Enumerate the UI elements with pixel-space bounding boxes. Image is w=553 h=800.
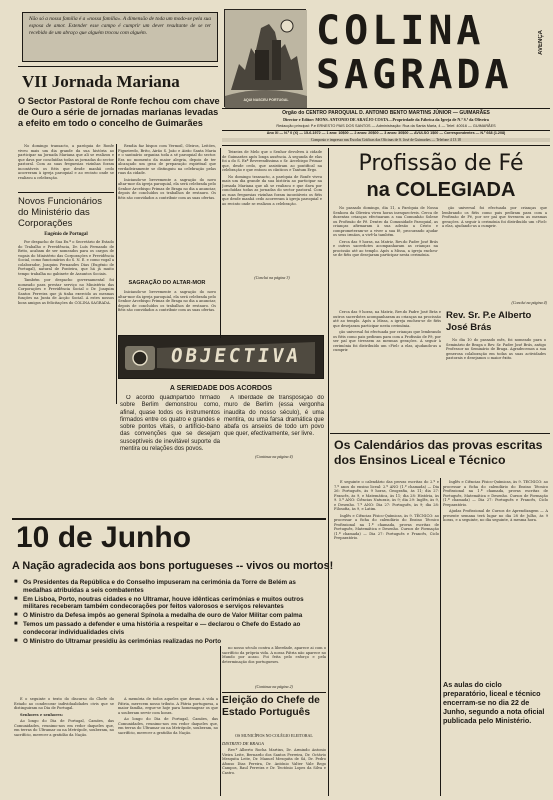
column-divider-5 (328, 478, 329, 796)
profissao-body-cont2: ção universal foi efectuada por crianças que lembrando os fiéis como pais pediram para com a Profissão de Fé, por ser paí que tivessem as mesmas gerações. A seguir à cerimónia foi distribuído um «Fiel» a elas, ajudando-as a cumprir. (333, 330, 441, 352)
jornada-title: VII Jornada Mariana (22, 72, 180, 91)
teixeira-col (222, 150, 322, 274)
junho-title: 10 de Junho (16, 521, 192, 554)
teixeira-body: Teixeira de Melo que o Senhor devolveu à cidade de Guimarães após longa ausência. A segunda de elas foi a do S. Exª Reverendíssima o Sr. Arcebispo Primaz que, desde cedo, que assistiram ao pontifical na celebração e que entoou os cânticos e Tantum Ergo. (222, 150, 322, 172)
masthead-avenca: AVENÇA (538, 30, 544, 55)
column-divider-2 (220, 148, 221, 338)
calendarios-col2 (443, 480, 548, 675)
intro-box (22, 12, 218, 62)
junho-body2: A memória de todos aqueles que deram à vida a Pátria, merecem nosso tributo. A Pátria portuguesa, a maior família, ergue-se hoje para homenagear os que a souberam servir com honra. (118, 697, 218, 715)
column-divider-4 (440, 478, 441, 796)
junho-body3: Ao longo do Dia de Portugal, Camões, das Comunidades, reunimo-nos em redor daqueles que, em terras do Ultramar ou na Metrópole, souberam, no sacrifício, merecer a gratidão da Nação. (14, 719, 114, 737)
objectiva-col2 (224, 395, 324, 453)
masthead-organ: Orgão do CENTRO PAROQUIAL D. ANTONIO BENTO MARTINS JÚNIOR — GUIMARÃES (282, 110, 490, 116)
calendarios-body-b: Inglês e Ciências Físico-Químicas, às 9. TÉCNICO: ao processar a ficha do calendário do Ensino Técnico Profissional na 1.ª chamada, provas escritas de Português, Matemática e Desenho. Cursos de Formação (1.ª chamada) — Dia 27: Português e Francês, Ciclo Preparatório. (334, 513, 439, 540)
eleicao-col (222, 748, 326, 798)
jornada-col1 (18, 144, 114, 190)
objectiva-banner (118, 335, 324, 379)
sagracao-lead: Iniciando-se brevemente a sagração do novo altar-mor da igreja paroquial, ela será celebrada pelo Senhor Arcebispo Primaz de Braga no dia a anunciar, depois de concluídos os trabalhos de restauro. Os fiéis são convidados a contribuir com as suas ofertas. (118, 177, 216, 200)
masthead-issue: Ano XI — N.º 0 (X) — 15-6-1972 — 1 ano: 10$00 — 2 anos: 20$00 — 3 anos: 30$00 — AVULSO 1$00 — Correspondentes — N.º 668 (1.208) (266, 131, 506, 135)
junho-body-label: Senhores e senhores: (20, 712, 63, 717)
calendarios-rule (330, 433, 550, 434)
teixeira-note: (Conclui na página 3) (254, 275, 290, 280)
junho-col2 (118, 697, 218, 797)
objectiva-body: O acordo quadripartido firmado sobre Berlim demonstrou como, afinal, quase todos os instrumentos firmados entre os quatro e grandes e sobre pontos vitais, o artifício-bano das convenções que se desejam susceptíveis de inevitável suporte da mentira ou relações dos povos. (120, 395, 220, 453)
junho-bullet: ■ Os Presidentes da República e do Conselho impuseram na cerimónia da Torre de Belém as medalhas atribuídas a seis combatentes (14, 579, 326, 595)
profissao-col3 (333, 310, 441, 430)
eleicao-subhead: OS MUNICÍPIOS NO COLÉGIO ELEITORAL (235, 733, 313, 738)
jornada-body: No domingo transacto, a paróquia de Ronfe viveu mais um dia grande da sua história ao participar na Jornada Mariana que ali se realizou e que dava por concluídas todas as jornadas do sector pastoral. Com as suas freguesias vizinhas foram incontáveis os fiéis que desde manhã cedo acorreram à igreja paroquial e ao recinto onde se realizou a celebração. (18, 144, 114, 180)
masthead-title-line2: SAGRADA (316, 52, 513, 98)
calendarios-body3: Ajudas Profissional de Cursos de Aprendizagem — A presente semana terá lugar no dia 28 de Julho, às 9 horas, e a seguinte, no dia seguinte, à mesma hora. (443, 509, 548, 522)
column-divider-3 (220, 646, 221, 796)
novos-col (18, 240, 114, 412)
junho-note-right: no nosso século contra a liberdade, aparece ai com o sacrifício da própria vida. A nossa Pátria não aparece no Mundo por acaso. Foi feita pelo esforço e pela determinação dos portugueses. (222, 646, 326, 664)
jornada-col2 (118, 144, 216, 274)
eleicao-district: DISTRITO DE BRAGA (222, 741, 264, 746)
eleicao-rule (222, 692, 326, 693)
calendarios-body: É seguinte o calendário das provas escritas do 2.º e 7.º anos do ensino liceal: 2.º ANO (1.º chamada) — Dia 26: Português, às 9 horas, Geografia, às 11; dia 27: Francês, às 9, e Matemática, às 11; dia 28: História, às 9. 5.º ANO: Ciências Naturais, às 9; dia 29: Inglês, às 9, e Desenho. 7.º ANO: Dia 27: Português, às 9; dia 28: Filosofia, às 9, e Latim. (334, 480, 439, 511)
junho-body: E o seguinte o texto do discurso do Chefe do Estado ao condecorar individualidades civis que se distinguiram no Dia de Portugal. (14, 697, 114, 710)
profissao-col2 (442, 206, 547, 306)
castle-icon (225, 10, 307, 108)
junho-body2b: Ao longo do Dia de Portugal, Camões, das Comunidades, reunimo-nos em redor daqueles que, em terras do Ultramar ou na Metrópole, souberam, no sacrifício, merecer a gratidão da Nação. (118, 717, 218, 735)
profissao-body3: ção universal foi efectuada por crianças que lembrando os fiéis como pais pediram para com a Profissão de Fé, por ser paí que tivessem as mesmas gerações. A seguir à cerimónia foi distribuído um «Fiel» a elas, ajudando-as a cumprir. (442, 206, 547, 228)
profissao-body-cont: Cerca das 9 horas, na Matriz, Rev.do Padre José Brás e outros sacerdotes acompanharam as crianças na procissão até ao templo. Após a Missa, a igreja encheu-se de fiéis que desejaram participar nesta cerimónia. (333, 310, 441, 328)
sagracao-body: Iniciando-se brevemente a sagração do novo altar-mor da igreja paroquial, ela será celebrada pelo Senhor Arcebispo Primaz de Braga no dia a anunciar, depois de concluídos os trabalhos de restauro. Os fiéis são convidados a contribuir com as suas ofertas. (118, 290, 216, 312)
junho-bullet: ■ Em Lisboa, Porto, noutras cidades e no Ultramar, houve idênticas cerimónias e muitos outros militares receberam também condecorações por feitos valorosos e serviços relevantes (14, 596, 326, 612)
column-divider-1 (116, 144, 117, 404)
junho-bullets (14, 579, 326, 646)
masthead-printer: Composto e impresso nas Escolas Gráficas das Oficinas de S. José de Guimarães — Telefone 4 13 18 (222, 138, 550, 142)
junho-subhead: A Nação agradecida aos bons portugueses -- vivos ou mortos! (12, 560, 334, 572)
profissao-note: (Conclui na página 4) (511, 300, 547, 305)
masthead-rule (222, 108, 550, 109)
teixeira-body-2: No domingo transacto, a paróquia de Ronfe viveu mais um dia grande da sua história ao participar na Jornada Mariana que ali se realizou e que dava por concluídas todas as jornadas do sector pastoral. Com as suas freguesias vizinhas foram incontáveis os fiéis que desde manhã cedo acorreram à igreja paroquial e ao recinto onde se realizou a celebração. (222, 174, 322, 206)
junho-bullet: ■ Temos um passado a defender e uma história a respeitar e — declarou o Chefe do Estado ao condecorar individualidades civis (14, 621, 326, 637)
objectiva-note: (Continua na página 4) (255, 454, 293, 459)
junho-bullet: ■ O Ministro do Ultramar presidiu às cerimónias realizadas no Porto (14, 638, 326, 646)
intro-text: Não só a nossa família é a «nossa família». A dimensão de toda um modo-se pela sua esposa de amor. Estender esse campo é cumprir um dever resultante de se ter recebido de um abraço que alguém trocou com alguém. (29, 16, 211, 36)
calendarios-aulas: As aulas do ciclo preparatório, liceal e técnico encerram-se no dia 22 de Junho, segundo a nota oficial publicada pelo Ministério. (443, 680, 545, 725)
jornada-body2: Rendia faz bispos com Vermoil, Oleiros, Leitões, Figueiredo, Brito, Airão S. João e Airão Santa Maria e o santuário organiza toda a sé paroquial do sector. Era no momento da maior alegria, depois de ter alcançado um grau de preparação espiritual que verdadeiramente se distinguiu na celebração pelas ruas da cidade. (118, 144, 216, 175)
novos-byline: Eugénio de Portugal (44, 232, 88, 237)
junho-rule (12, 518, 326, 520)
jornada-top-rule (18, 66, 218, 67)
objectiva-body2: A liberdade de transposição do muro de Berlim (essa vergonha inaudita do nosso século), é uma mentira, ou uma farsa dramática que abafa os anseios de todo um povo que quer, efectivamente, ser livre. (224, 395, 324, 438)
junho-bullet: ■ O Ministro da Defesa impôs ao general Spínola a medalha de ouro de Valor Militar com palma (14, 612, 326, 620)
eleicao-title: Eleição do Chefe de Estado Português (222, 695, 320, 719)
sagracao-title: SAGRAÇÃO DO ALTAR-MOR (128, 280, 206, 286)
masthead-director: Director e Editor: MONS. ANTONIO DE ARAÚJO COSTA—Propriedade da Fábrica da Igreja de N.ª S.ª da Oliveira (283, 117, 489, 122)
novos-body: Por despacho de Sua Ex.ª o Secretário de Estado do Trabalho e Previdência, Dr. Luís Fernando de Brito, acabam de ser nomeados para os cargos de vogais do Ministério das Corporações e Previdência Social, como funcionários do S. N. E. e como vogal a colaborador, Joaquim Fernandes Dias (Eugénio de Portugal), natural de Ponteira, que há já muito tempo trabalha no gabinete de Assuntos Sociais. (18, 240, 114, 276)
profissao-body2: Cerca das 9 horas, na Matriz, Rev.do Padre José Brás e outros sacerdotes acompanharam as crianças na procissão até ao templo. Após a Missa, a igreja encheu-se de fiéis que desejaram participar nesta cerimónia. (333, 239, 438, 257)
profissao-title2: na COLEGIADA (366, 179, 516, 201)
masthead-rule-3 (222, 145, 550, 146)
alberto-body: No dia 10 do passado mês, foi nomeado para o Seminário de Braga o Rev. Sr. Padre José Brás, antigo Professor no Seminário de Braga. Agradecemos a sua generosa colaboração em todas as suas actividades pastorais e desejamos o maior êxito. (446, 338, 546, 360)
masthead-title-line1: COLINA (316, 8, 485, 54)
objectiva-col1 (120, 395, 220, 460)
objectiva-subtitle: A SERIEDADE DOS ACORDOS (169, 385, 273, 392)
masthead-emblem (224, 9, 306, 107)
eleicao-body: Rev.º Alberto Rocha Martins, Dr. Armindo Antonio Vieira Leite, Bernardo dos Santos Ferreira, Dr. Octávio Mesquita Leite, Dr. Manuel Mesquita de Sá, Dr. Pedro Afonso Dias Pereira, Dr. António Valter Vale Rego Campos, Raul Ferreira e Dr. Teotónio Lopes da Silva e Castro. (222, 748, 326, 775)
calendarios-title: Os Calendários das provas escritas dos Ensinos Liceal e Técnico (334, 438, 543, 467)
junho-cont: (Continua na página 2) (255, 684, 293, 689)
novos-title: Novos Funcionários do Ministério das Corporações (18, 196, 102, 230)
objectiva-banner-text: OBJECTIVA (169, 345, 303, 367)
profissao-body: No passado domingo, dia 11, a Paróquia de Nossa Senhora da Oliveira viveu horas inesquecíveis. Cerca de duzentas crianças efectuaram a sua Comunhão Solene ou Profissão de Fé. Dentro da Comunidade Paroquial, as crianças afirmaram à sua adesão a Cristo e comprometeram-se a viver a sua fé, procurando ajudar os seus irmãos, a vivê-la também. (333, 206, 438, 237)
novos-body2: Também por despacho governamental foi nomeado para prestar serviço no Ministério das Corporações e Previdência Social o Dr. Joaquim Santos Ferreira que já tinha exercido as mesmas funções na Junta de Acção Social. A estes nossos bons amigos as felicitações do COLINA SAGRADA. (18, 278, 114, 305)
calendarios-col1 (334, 480, 439, 798)
alberto-title: Rev. Sr. P.e Alberto José Brás (446, 310, 532, 333)
profissao-title1: Profissão de Fé (358, 151, 524, 176)
masthead-redaction: Redacção principal: P.e ERNESTO PAIS DOS SANTOS — Administração: Rua da Santa Maria, 4 — Telef. 40016 — GUIMARÃES (276, 124, 496, 128)
jornada-deck: O Sector Pastoral de Ronfe fechou com chave de Ouro a série de jornadas marianas levadas a efeito em todo o concelho de Guimarães (18, 96, 220, 128)
alberto-col (446, 338, 546, 428)
calendarios-body2: Inglês e Ciências Físico-Químicas, às 9. TÉCNICO: ao processar a ficha do calendário do Ensino Técnico Profissional na 1.ª chamada, provas escritas de Português, Matemática e Desenho. Cursos de Formação (1.ª chamada) — Dia 27: Português e Francês, Ciclo Preparatório. (443, 480, 548, 507)
masthead-motto: AQUI NASCEU PORTUGAL (243, 98, 289, 102)
novos-rule (18, 192, 114, 193)
profissao-col1 (333, 206, 438, 306)
junho-col1 (14, 697, 114, 797)
sagracao-col (118, 290, 216, 330)
column-divider (328, 148, 329, 478)
junho-col3 (222, 646, 326, 686)
